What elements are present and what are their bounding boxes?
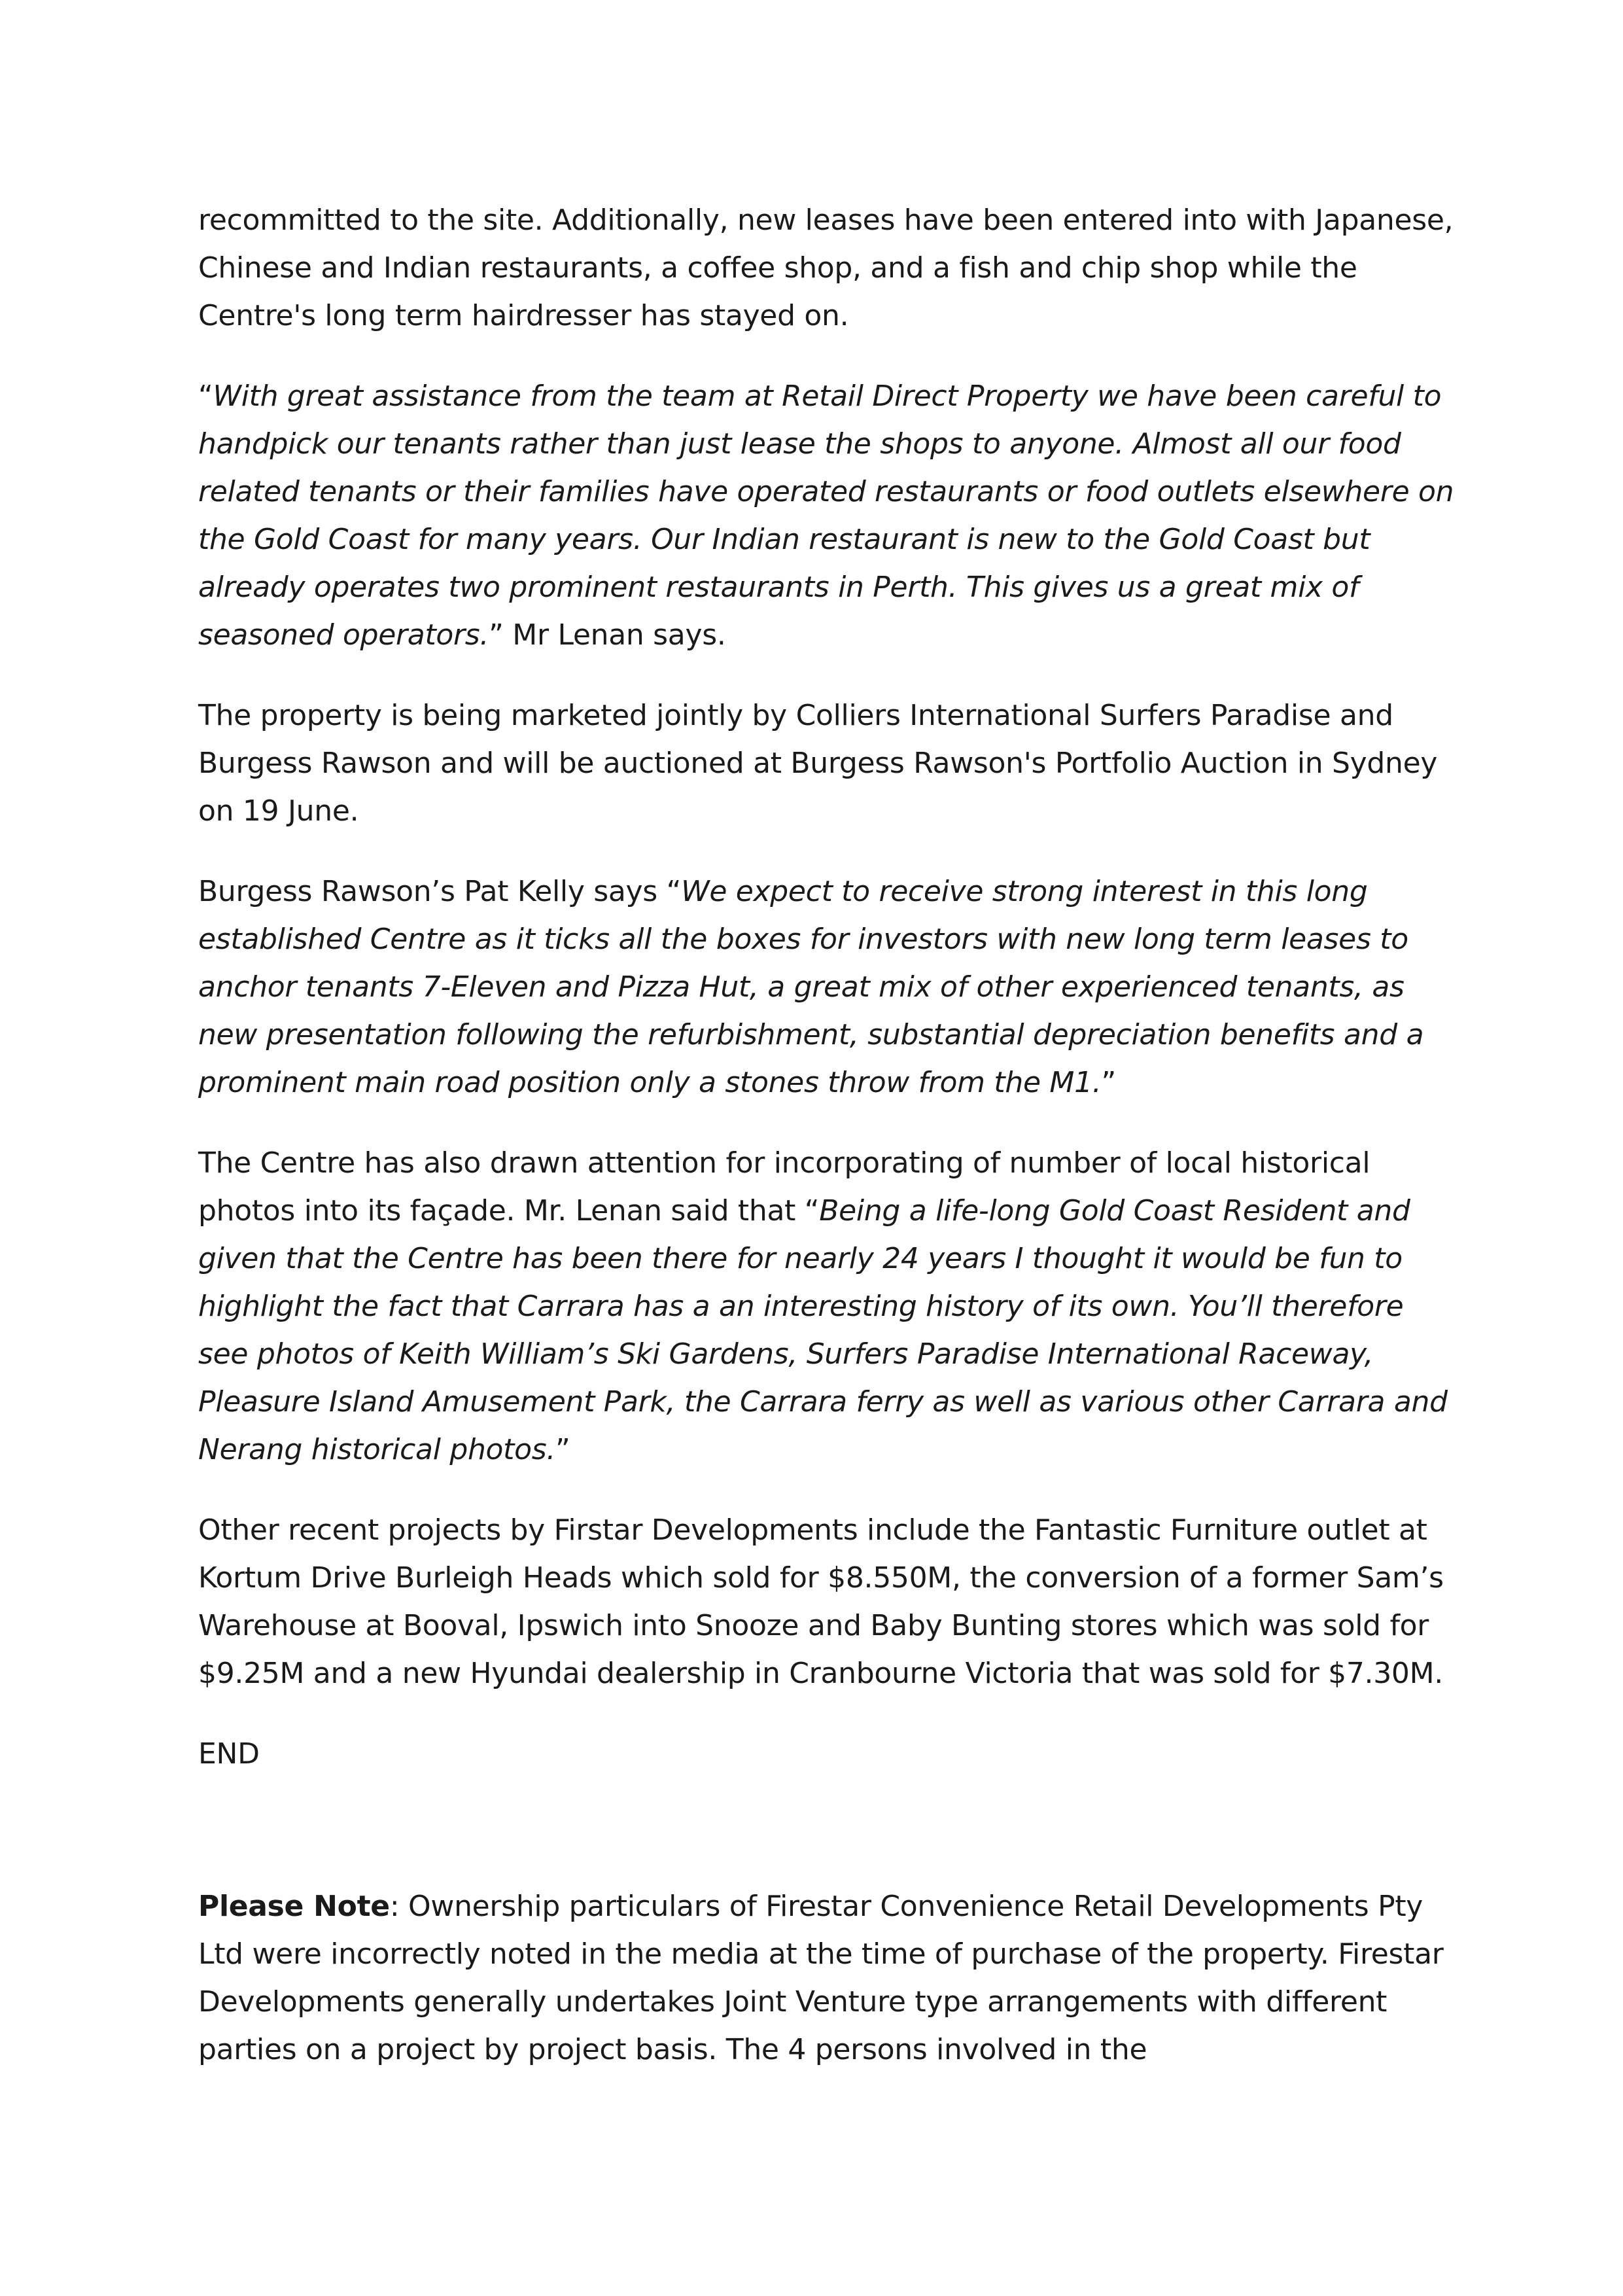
paragraph-tenants — [198, 196, 1454, 340]
please-note-label: Please Note — [198, 1890, 390, 1923]
paragraph-historical-photos — [198, 1139, 1454, 1474]
paragraph-lenan-quote — [198, 372, 1454, 659]
open-quote-mark: “ — [198, 380, 213, 413]
historical-photos-quote: Being a life-long Gold Coast Resident and given that the Centre has been there for nearly 24 years I thought it would be fun to highlight the fact that Carrara has a an interesting history of its own. You’ll therefore see photos of Keith William’s Ski Gardens, Surfers Paradise International Raceway, Pleasure Island Amusement Park, the Carrara ferry as well as various other Carrara and Nerang historical photos. — [198, 1194, 1448, 1466]
lenan-quote-text: With great assistance from the team at Retail Direct Property we have been careful to handpick our tenants rather than just lease the shops to anyone. Almost all our food related tenants or their families have operated restaurants or food outlets elsewhere on the Gold Coast for many years. Our Indian restaurant is new to the Gold Coast but already operates two prominent restaurants in Perth. This gives us a great mix of seasoned operators. — [198, 380, 1454, 652]
paragraph-marketing-text: The property is being marketed jointly by Colliers International Surfers Paradise and Burgess Rawson and will be auctioned at Burgess Rawson's Portfolio Auction in Sydney on 19 June. — [198, 699, 1438, 828]
please-note-text: : Ownership particulars of Firestar Convenience Retail Developments Pty Ltd were incorrectly noted in the media at the time of purchase of the property. Firestar Developments generally undertakes Joint Venture type arrangements with different parties on a project by project basis. The 4 persons involved in the — [198, 1890, 1444, 2066]
historical-photos-intro: The Centre has also drawn attention for incorporating of number of local historical photos into its façade. Mr. Lenan said that “ — [198, 1146, 1370, 1227]
section-spacer — [198, 1810, 1454, 1882]
lenan-quote-attribution: ” Mr Lenan says. — [489, 618, 726, 652]
historical-photos-close: ” — [555, 1433, 570, 1466]
kelly-quote-text: We expect to receive strong interest in this long established Centre as it ticks all the boxes for investors with new long term leases to anchor tenants 7-Eleven and Pizza Hut, a great mix of other experienced tenants, as new presentation following the refurbishment, substantial depreciation benefits and a prominent main road position only a stones throw from the M1. — [198, 875, 1424, 1099]
paragraph-please-note — [198, 1882, 1454, 2074]
end-text: END — [198, 1737, 260, 1771]
end-marker — [198, 1730, 1454, 1778]
kelly-quote-intro: Burgess Rawson’s Pat Kelly says “ — [198, 875, 682, 908]
kelly-quote-close: ” — [1101, 1066, 1116, 1099]
paragraph-recent-projects — [198, 1506, 1454, 1697]
paragraph-marketing — [198, 692, 1454, 835]
paragraph-tenants-text: recommitted to the site. Additionally, new leases have been entered into with Japanese, Chinese and Indian restaurants, a coffee shop, and a fish and chip shop while the Centre's long term hairdresser has stayed on. — [198, 203, 1454, 332]
recent-projects-text: Other recent projects by Firstar Developments include the Fantastic Furniture outlet at Kortum Drive Burleigh Heads which sold for $8.550M, the conversion of a former Sam’s Warehouse at Booval, Ipswich into Snooze and Baby Bunting stores which was sold for $9.25M and a new Hyundai dealership in Cranbourne Victoria that was sold for $7.30M. — [198, 1513, 1444, 1690]
paragraph-kelly-quote — [198, 868, 1454, 1106]
document-page — [198, 196, 1454, 2106]
